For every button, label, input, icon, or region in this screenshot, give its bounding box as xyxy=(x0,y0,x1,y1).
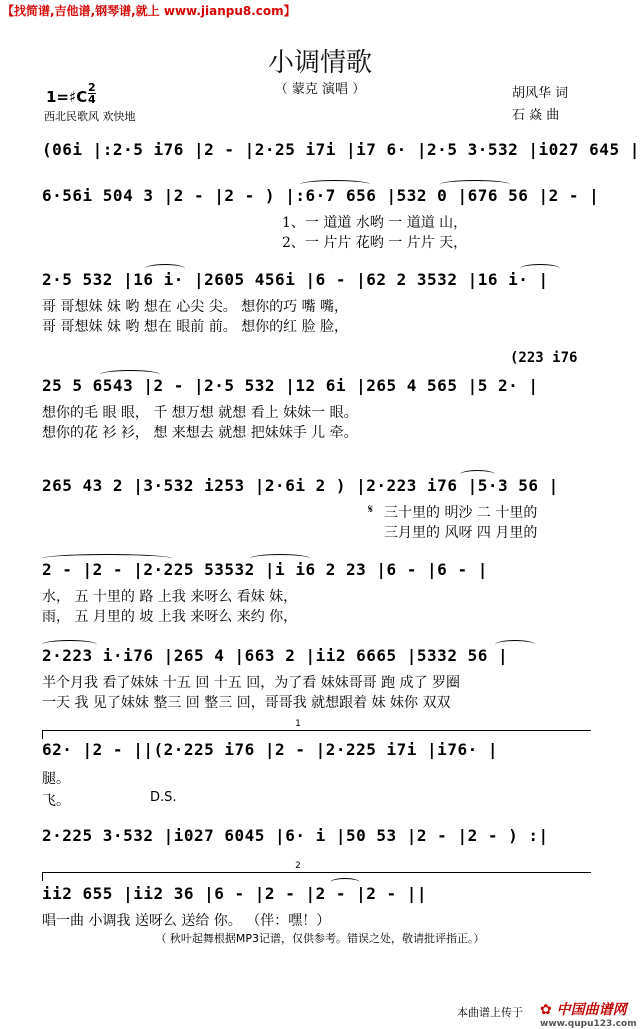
performer: （ 蒙克 演唱 ） xyxy=(274,82,366,97)
slur-mark xyxy=(440,180,510,189)
lyricist: 胡风华 词 xyxy=(512,86,569,101)
lyric-line: 想你的毛 眼 眼， 千 想万想 就想 看上 妹妹一 眼。 xyxy=(42,405,358,421)
lyric-line: 三月里的 风呀 四 月里的 xyxy=(384,525,538,541)
slur-mark xyxy=(42,554,172,563)
slur-mark xyxy=(42,640,97,649)
notation-line: 2·5 532 |16 i· |2605 456i |6 - |62 2 3532 |16 i· | xyxy=(42,270,549,289)
volta-1-label: 1 xyxy=(295,719,301,729)
volta-2-label: 2 xyxy=(295,861,301,871)
volta-1-bracket xyxy=(42,719,591,739)
slur-mark xyxy=(145,264,185,273)
lyric-line: 哥 哥想妹 妹 哟 想在 心尖 尖。 想你的巧 嘴 嘴， xyxy=(42,299,349,315)
lyric-line: 三十里的 明沙 二 十里的 xyxy=(384,505,538,521)
composer: 石 焱 曲 xyxy=(512,108,560,123)
segno-mark: 𝄋 xyxy=(368,502,374,516)
footnote: （ 秋叶起舞根据MP3记谱，仅供参考。错误之处，敬请批评指正。） xyxy=(155,932,485,945)
lyric-line: 1、一 道道 水哟 一 道道 山， xyxy=(282,215,468,231)
logo-subtext: www.qupu123.com xyxy=(540,1019,637,1029)
volta-2-bracket xyxy=(42,861,591,881)
slur-mark xyxy=(460,470,495,479)
slur-mark xyxy=(250,554,310,563)
slur-mark xyxy=(520,264,560,273)
notation-line: 265 43 2 |3·532 i253 |2·6i 2 ) |2·223 i76 |5·3 56 | xyxy=(42,476,559,495)
notation-line: 2·225 3·532 |i027 6045 |6· i |50 53 |2 - |2 - ) :| xyxy=(42,826,549,845)
notation-line: 6·56i 504 3 |2 - |2 - ) |:6·7 656 |532 0 |676 56 |2 - | xyxy=(42,186,600,205)
upload-label: 本曲谱上传于 xyxy=(457,1006,523,1019)
notation-line: ii2 655 |ii2 36 |6 - |2 - |2 - |2 - || xyxy=(42,884,428,903)
time-signature xyxy=(88,82,96,105)
site-banner[interactable]: 【找简谱,吉他谱,钢琴谱,就上 www.jianpu8.com】 xyxy=(2,4,296,18)
lyric-line: 半个月我 看了妹妹 十五 回 十五 回，为了看 妹妹哥哥 跑 成了 罗圈 xyxy=(42,675,461,691)
lyric-line: 腿。 xyxy=(42,771,70,787)
logo-icon: ✿ xyxy=(540,1002,552,1018)
ds-mark: D.S. xyxy=(150,790,177,805)
lyric-line: 想你的花 衫 衫， 想 来想去 就想 把妹妹手 儿 牵。 xyxy=(42,425,358,441)
notation-line: (06i |:2·5 i76 |2 - |2·25 i7i |i7 6· |2·5 3·532 |i027 645 | xyxy=(42,140,640,159)
tempo-style: 西北民歌风 欢快地 xyxy=(44,110,136,123)
site-logo[interactable] xyxy=(540,999,637,1029)
lyric-line: 飞。 xyxy=(42,793,70,809)
logo-text: 中国曲谱网 xyxy=(556,1002,627,1018)
lyric-line: 一天 我 见了妹妹 整三 回 整三 回，哥哥我 就想跟着 妹 妹你 双双 xyxy=(42,695,451,711)
song-title: 小调情歌 xyxy=(267,48,372,78)
slur-mark xyxy=(300,180,370,189)
time-top: 2 xyxy=(88,81,96,94)
lyric-line: 哥 哥想妹 妹 哟 想在 眼前 前。 想你的红 脸 脸， xyxy=(42,319,349,335)
notation-line: 2 - |2 - |2·225 53532 |i i6 2 23 |6 - |6 - | xyxy=(42,560,488,579)
time-bottom: 4 xyxy=(88,93,96,106)
lyric-line: 雨， 五 月里的 坡 上我 来呀么 来约 你， xyxy=(42,609,298,625)
key-signature: 1=♯C xyxy=(46,88,88,106)
notation-line: 62· |2 - ||(2·225 i76 |2 - |2·225 i7i |i76· | xyxy=(42,740,498,759)
notation-line: 25 5 6543 |2 - |2·5 532 |12 6i |265 4 565 |5 2· | xyxy=(42,376,539,395)
lyric-line: 2、一 片片 花哟 一 片片 天， xyxy=(282,235,468,251)
lyric-line: 唱一曲 小调我 送呀么 送给 你。 （伴：嘿！） xyxy=(42,913,331,929)
interlude-notation: (223 i76 xyxy=(510,350,578,366)
slur-mark xyxy=(100,370,160,379)
slur-mark xyxy=(495,640,535,649)
notation-line: 2·223 i·i76 |265 4 |663 2 |ii2 6665 |5332 56 | xyxy=(42,646,509,665)
lyric-line: 水， 五 十里的 路 上我 来呀么 看妹 妹， xyxy=(42,589,298,605)
